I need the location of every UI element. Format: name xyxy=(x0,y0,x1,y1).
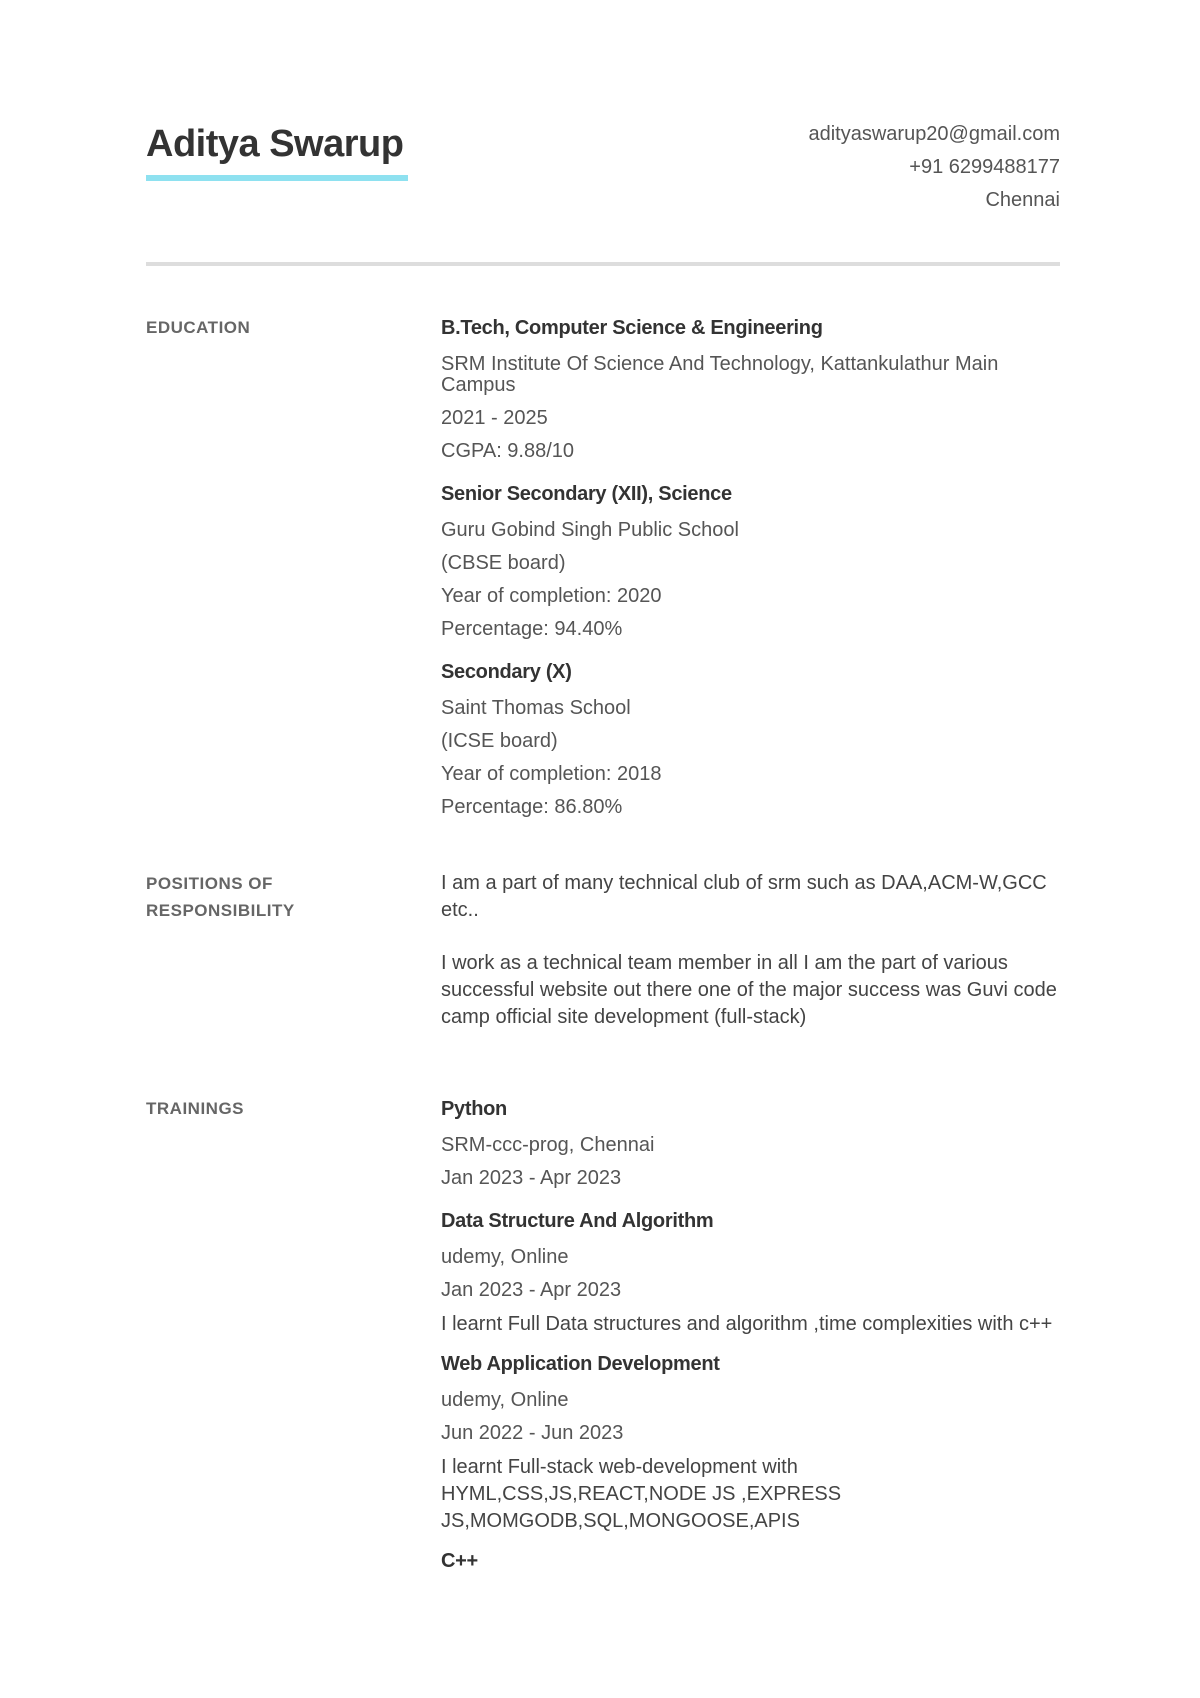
contact-block xyxy=(808,118,1060,217)
education-section xyxy=(441,314,1061,836)
positions-paragraph: I am a part of many technical club of srm such as DAA,ACM-W,GCC etc.. xyxy=(441,872,1047,921)
positions-section xyxy=(441,870,1061,1057)
education-board: (CBSE board) xyxy=(441,552,566,574)
section-label-trainings: TRAININGS xyxy=(146,1099,244,1118)
contact-city: Chennai xyxy=(985,189,1060,211)
education-institution: Saint Thomas School xyxy=(441,697,631,719)
training-description-line: JS,MOMGODB,SQL,MONGOOSE,APIS xyxy=(441,1510,800,1532)
section-label-line: RESPONSIBILITY xyxy=(146,901,295,920)
education-title: B.Tech, Computer Science & Engineering xyxy=(441,317,823,339)
education-institution: Guru Gobind Singh Public School xyxy=(441,519,739,541)
section-label-education: EDUCATION xyxy=(146,318,251,337)
education-entry-xii xyxy=(441,480,1061,646)
education-title: Secondary (X) xyxy=(441,661,572,683)
training-provider: udemy, Online xyxy=(441,1389,569,1411)
training-entry-python xyxy=(441,1095,1061,1195)
section-label-positions xyxy=(146,870,376,924)
education-year: Year of completion: 2020 xyxy=(441,585,662,607)
training-description xyxy=(441,1454,1061,1535)
training-title: Python xyxy=(441,1098,507,1120)
name-accent-underline xyxy=(146,175,408,181)
training-description-line: HYML,CSS,JS,REACT,NODE JS ,EXPRESS xyxy=(441,1483,842,1505)
training-dates: Jun 2022 - Jun 2023 xyxy=(441,1422,624,1444)
education-score: CGPA: 9.88/10 xyxy=(441,440,575,462)
contact-email: adityaswarup20@gmail.com xyxy=(808,123,1060,145)
training-entry-cpp xyxy=(441,1547,1061,1575)
training-dates: Jan 2023 - Apr 2023 xyxy=(441,1167,622,1189)
education-years: 2021 - 2025 xyxy=(441,407,548,429)
education-board: (ICSE board) xyxy=(441,730,558,752)
header-divider xyxy=(146,262,1060,266)
education-score: Percentage: 94.40% xyxy=(441,618,623,640)
positions-paragraph: I work as a technical team member in all I am the part of various successful website out there one of the major success was Guvi code camp official site development (full-stack) xyxy=(441,952,1057,1028)
training-description-line: I learnt Full-stack web-development with xyxy=(441,1456,798,1478)
training-description: I learnt Full Data structures and algorithm ,time complexities with c++ xyxy=(441,1313,1053,1335)
training-entry-webdev xyxy=(441,1350,1061,1535)
training-provider: udemy, Online xyxy=(441,1246,569,1268)
section-label-line: POSITIONS OF xyxy=(146,874,273,893)
education-institution: SRM Institute Of Science And Technology, Kattankulathur Main Campus xyxy=(441,353,999,396)
training-dates: Jan 2023 - Apr 2023 xyxy=(441,1279,622,1301)
education-entry-x xyxy=(441,658,1061,824)
training-provider: SRM-ccc-prog, Chennai xyxy=(441,1134,655,1156)
contact-phone: +91 6299488177 xyxy=(909,156,1060,178)
training-title: Web Application Development xyxy=(441,1353,720,1375)
education-entry-btech xyxy=(441,314,1061,468)
candidate-name: Aditya Swarup xyxy=(146,123,404,165)
education-score: Percentage: 86.80% xyxy=(441,796,623,818)
education-year: Year of completion: 2018 xyxy=(441,763,662,785)
trainings-section xyxy=(441,1095,1061,1587)
training-title: C++ xyxy=(441,1550,478,1572)
training-entry-dsa xyxy=(441,1207,1061,1338)
training-title: Data Structure And Algorithm xyxy=(441,1210,714,1232)
education-title: Senior Secondary (XII), Science xyxy=(441,483,732,505)
